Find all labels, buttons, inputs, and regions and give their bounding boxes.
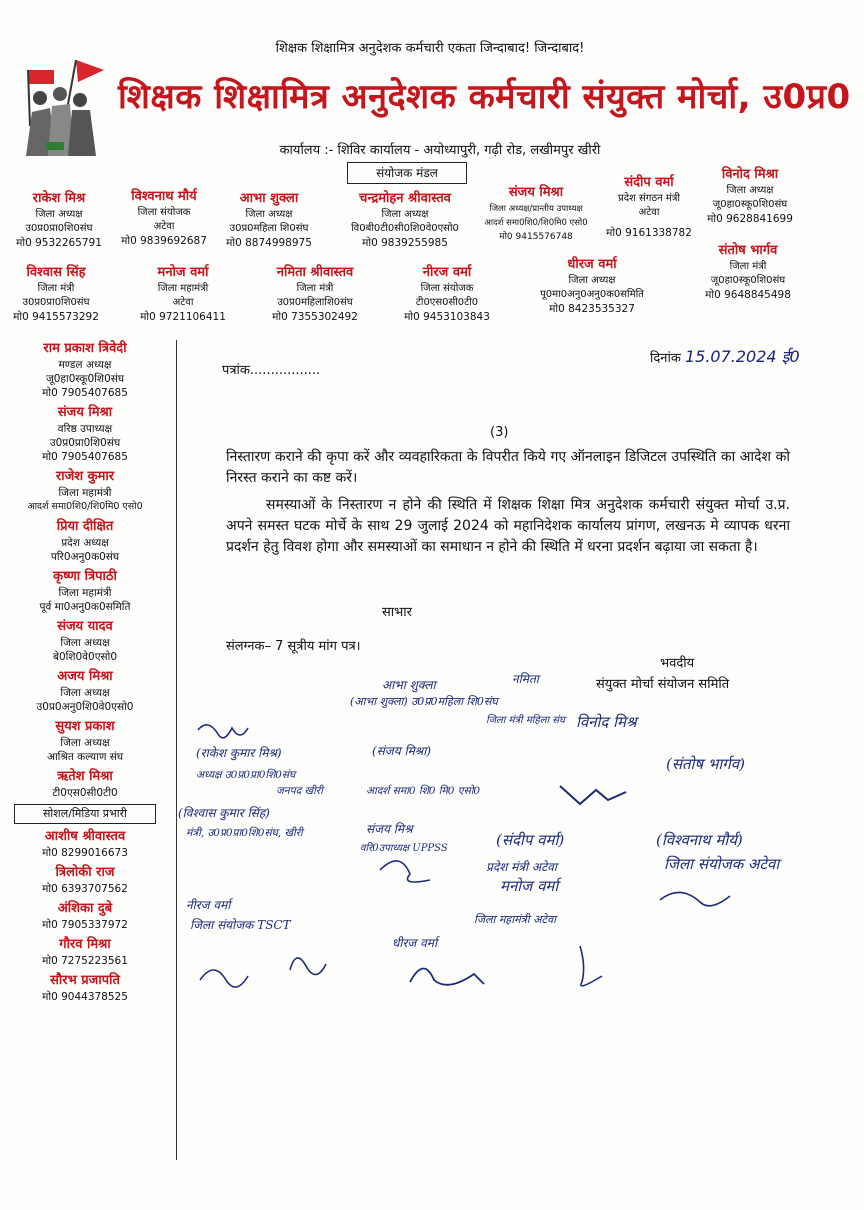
signature: (संजय मिश्रा) [372,744,432,758]
signature: (विश्वनाथ मौर्य) [656,831,743,849]
member-org: बे0शि0वे0एसो0 [52,651,118,663]
member-name: संदीप वर्मा [624,175,674,190]
reference-number: पत्रांक................. [222,363,321,378]
member-card [330,190,480,250]
member-name: नमिता श्रीवास्तव [276,265,354,280]
media-member [0,900,170,932]
date-label: दिनांक [650,351,681,366]
signature: जिला महामंत्री अटेवा [474,913,556,926]
media-label: सोशल/मिडिया प्रभारी [14,804,156,824]
member-role: जिला संयोजक [420,283,474,294]
member-role: जिला अध्यक्ष [60,637,110,649]
member-role: टी0एस0सी0टी0 [52,787,118,799]
sidebar-member [0,768,170,800]
thanks-line: साभार [382,605,412,620]
member-org: अटेवा [638,207,660,218]
sidebar-member [0,340,170,400]
member-name: विश्वनाथ मौर्य [131,189,197,204]
member-name: राम प्रकाश त्रिवेदी [43,341,127,356]
signature: विनोद मिश्र [576,713,637,731]
office-address: कार्यालय :- शिविर कार्यालय - अयोध्यापुरी, गढ़ी रोड, लखीमपुर खीरी [279,143,601,158]
member-role: जिला मंत्री [729,261,767,272]
member-name: विश्वास सिंह [26,265,86,280]
signature: (राकेश कुमार मिश्र) [196,746,282,760]
member-phone: मो0 9415573292 [13,311,99,323]
organization-title: शिक्षक शिक्षामित्र अनुदेशक कर्मचारी संयुक्त मोर्चा, उ0प्र0 [118,77,851,117]
member-phone: मो0 7905407685 [42,387,128,399]
member-card [514,256,670,316]
signature: जिला मंत्री महिला संघ [486,715,565,726]
member-role: जिला मंत्री [296,283,334,294]
member-name: संजय यादव [57,619,113,634]
member-role: प्रदेश संगठन मंत्री [618,193,680,204]
member-org: उ0प्र0महिलाशि0संघ [277,297,353,308]
member-role: मण्डल अध्यक्ष [58,359,112,371]
member-card [214,190,324,250]
letter-paragraph: निस्तारण कराने की कृपा करें और व्यवहारिकता के विपरीत किये गए ऑनलाइन डिजिटल उपस्थिति का आदेश को निरस्त कराने का कष्ट करें। [226,449,790,486]
enclosure-line: संलग्नक– 7 सूत्रीय मांग पत्र। [226,639,361,654]
signature: आदर्श समा0 शि0 मि0 एसो0 [366,785,481,797]
member-name: संजय मिश्रा [57,405,113,420]
sidebar-member [0,568,170,614]
member-role: जिला महामंत्री [58,587,112,599]
sidebar-divider [176,340,177,1160]
sidebar-member [0,518,170,564]
member-phone: मो0 6393707562 [42,883,128,895]
member-card [4,264,108,324]
member-phone: मो0 8299016673 [42,847,128,859]
member-name: राकेश मिश्र [32,191,86,206]
member-phone: मो0 7905337972 [42,919,128,931]
media-member [0,936,170,968]
signature: (संदीप वर्मा) [496,831,565,849]
member-role: वरिष्ठ उपाध्यक्ष [57,423,113,435]
date-line [650,345,800,367]
member-card [690,242,806,302]
organization-logo [16,56,114,160]
member-name: चन्द्रमोहन श्रीवास्तव [359,191,451,206]
member-role: जिला महामंत्री [58,487,112,499]
committee-label: संयोजक मंडल [347,162,467,184]
member-role: जिला अध्यक्ष [60,687,110,699]
member-role: जिला मंत्री [37,283,75,294]
sidebar-members [0,340,170,1008]
signature: नीरज वर्मा [186,898,231,912]
member-card [694,166,806,226]
member-card [108,188,220,248]
member-name: प्रिया दीक्षित [56,519,114,534]
member-role: प्रदेश अध्यक्ष [61,537,109,549]
member-role: जिला अध्यक्ष [381,209,429,220]
member-name: राजेश कुमार [55,469,115,484]
member-org: उ0प्र0महिला शि0संघ [229,223,309,234]
member-org: परि0अनु0क0संघ [50,551,120,563]
member-role: जिला अध्यक्ष [726,185,774,196]
member-name: अंशिका दुबे [57,901,113,916]
member-phone: मो0 9839255985 [362,237,448,249]
member-org: जू0हा0स्कू0शि0संघ [712,199,788,210]
member-name: ऋतेश मिश्रा [57,769,113,784]
member-card [392,264,502,324]
member-phone: मो0 9648845498 [705,289,791,301]
media-member [0,864,170,896]
signature: मंत्री, उ0प्र0प्रा0शि0संघ, खीरी [186,827,303,839]
member-org: टी0एस0सी0टी0 [415,297,479,308]
member-role: जिला अध्यक्ष [568,275,616,286]
member-name: संतोष भार्गव [718,243,778,258]
member-name: मनोज वर्मा [157,265,209,280]
signature: (आभा शुक्ला) उ0प्र0महिला शि0संघ [350,695,498,708]
member-role: जिला अध्यक्ष/प्रान्तीय उपाध्यक्ष [489,204,583,214]
closing-line: भवदीय [660,656,695,671]
signature: (संतोष भार्गव) [666,755,745,773]
member-phone: मो0 9415576748 [499,232,573,242]
member-name: गौरव मिश्रा [59,937,111,952]
signatory-committee: संयुक्त मोर्चा संयोजन समिति [596,677,730,692]
signature: धीरज वर्मा [392,936,438,950]
member-org: उ0प्र0प्रा0शि0संघ [22,297,90,308]
member-name: कृष्णा त्रिपाठी [53,569,117,584]
signature: मनोज वर्मा [500,877,559,895]
member-phone: मो0 9161338782 [606,227,692,239]
sidebar-member [0,618,170,664]
letter-paragraph: समस्याओं के निस्तारण न होने की स्थिति में शिक्षक शिक्षा मित्र अनुदेशक कर्मचारी संयुक्त मोर्चा उ.प्र. अपने समस्त घटक मोर्चे के साथ 29 जुलाई 2024 को महानिदेशक कार्यालय प्रांगण, लखनऊ मे व्यापक धरना प्रदर्शन हेतु विवश होगा और समस्याओं का समाधान न होने की स्थिति में धरना प्रदर्शन बढ़ाया जा सकता है। [226,497,790,555]
member-name: धीरज वर्मा [567,257,617,272]
media-member [0,972,170,1004]
header-slogan: शिक्षक शिक्षामित्र अनुदेशक कर्मचारी एकता जिन्दाबाद! जिन्दाबाद! [275,41,585,56]
member-phone: मो0 9721106411 [140,311,226,323]
member-org: उ0प्र0प्रा0शि0संघ [25,223,93,234]
member-org: उ0प्र0अनु0शि0वे0एसो0 [36,701,134,713]
member-phone: मो0 7905407685 [42,451,128,463]
member-phone: मो0 9044378525 [42,991,128,1003]
signature: जनपद खीरी [276,785,323,797]
member-role: जिला अध्यक्ष [60,737,110,749]
member-card [4,190,114,250]
member-role: जिला अध्यक्ष [245,209,293,220]
member-org: अटेवा [172,297,194,308]
member-card [596,174,702,240]
member-name: सौरभ प्रजापति [50,973,120,988]
member-name: संजय मिश्रा [508,185,564,200]
member-name: आभा शुक्ला [239,191,299,206]
signature: वरि0उपाध्यक्ष UPPSS [360,843,448,854]
date-value: 15.07.2024 ई0 [684,347,800,366]
member-role: जिला संयोजक [137,207,191,218]
sidebar-member [0,668,170,714]
signature-scribbles [180,720,800,1020]
member-org: आश्रित कल्याण संघ [46,751,124,763]
member-card [130,264,236,324]
member-name: नीरज वर्मा [422,265,472,280]
signature: नमिता [512,672,539,686]
sidebar-member [0,404,170,464]
member-org: वि0बी0टी0सी0शि0वे0एसो0 [351,223,459,234]
member-name: सुयश प्रकाश [55,719,115,734]
signature: आभा शुक्ला [382,678,436,692]
member-phone: मो0 9532265791 [16,237,102,249]
member-phone: मो0 7355302492 [272,311,358,323]
member-role: जिला अध्यक्ष [35,209,83,220]
member-name: आशीष श्रीवास्तव [44,829,126,844]
media-member [0,828,170,860]
signature: जिला संयोजक TSCT [190,918,291,932]
member-phone: मो0 9453103843 [404,311,490,323]
member-org: अटेवा [153,221,175,232]
member-role: जिला महामंत्री [157,283,209,294]
member-org: आदर्श समा0शि0/शि0मि0 एसो0 [484,218,588,228]
member-org: पू0मा0अनु0अनु0क0समिति [540,289,644,300]
signature: अध्यक्ष उ0प्र0प्रा0शि0संघ [196,769,296,781]
member-name: विनोद मिश्रा [721,167,779,182]
member-org: जू0हा0स्कू0शि0संघ [45,373,125,385]
sidebar-member [0,468,170,514]
member-org: उ0प्र0प्रा0शि0संघ [49,437,121,449]
member-phone: मो0 9839692687 [121,235,207,247]
member-card [470,184,602,244]
signature: संजय मिश्र [366,822,413,836]
member-phone: मो0 9628841699 [707,213,793,225]
member-org: आदर्श समा0शि0/शि0मि0 एसो0 [27,501,143,512]
member-name: अजय मिश्रा [57,669,113,684]
member-phone: मो0 8423535327 [549,303,635,315]
page-number: (3) [490,425,509,440]
member-org: पूर्व मा0अनु0क0समिति [39,601,131,613]
signature: (विश्वास कुमार सिंह) [178,806,270,820]
member-name: त्रिलोकी राज [55,865,115,880]
member-card [254,264,376,324]
member-phone: मो0 8874998975 [226,237,312,249]
member-phone: मो0 7275223561 [42,955,128,967]
signature: जिला संयोजक अटेवा [664,855,780,873]
sidebar-member [0,718,170,764]
signature: प्रदेश मंत्री अटेवा [486,860,557,874]
member-org: जू0हा0स्कू0शि0संघ [710,275,786,286]
